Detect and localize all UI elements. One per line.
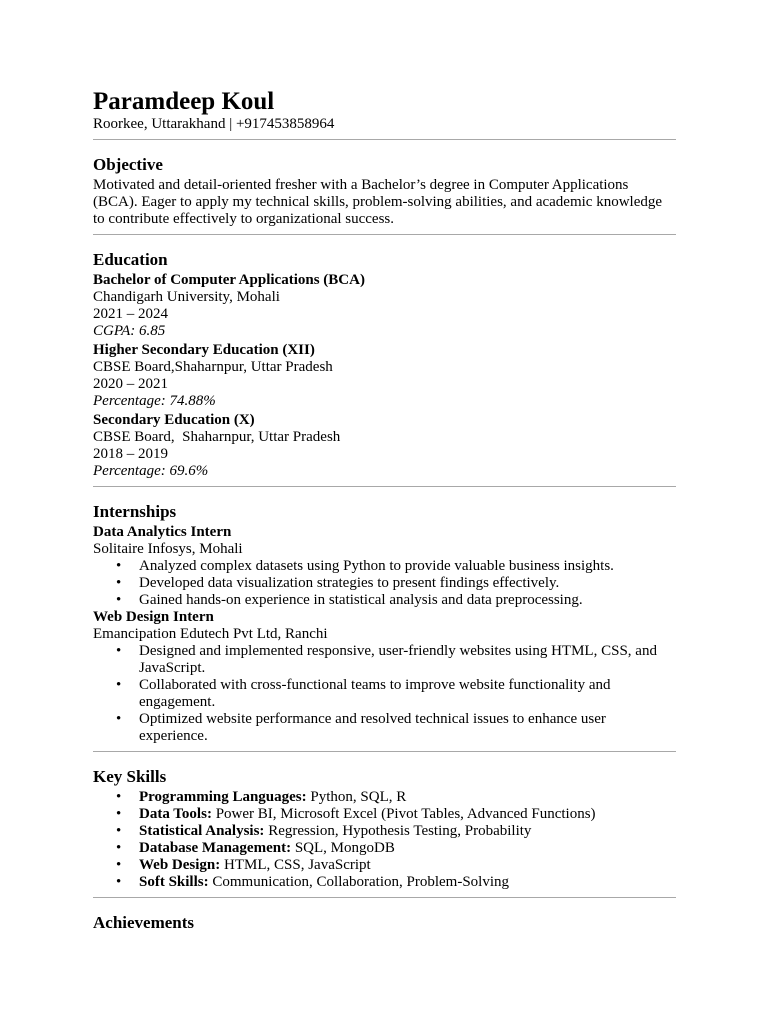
skill-value: SQL, MongoDB bbox=[291, 840, 395, 856]
skill-value: Communication, Collaboration, Problem-Solving bbox=[208, 874, 510, 890]
education-entry bbox=[93, 272, 676, 340]
skill-item bbox=[139, 806, 676, 823]
section-heading-key-skills: Key Skills bbox=[93, 767, 167, 786]
divider bbox=[93, 897, 676, 898]
section-heading-objective: Objective bbox=[93, 155, 163, 174]
internship-points bbox=[93, 558, 676, 609]
skill-value: HTML, CSS, JavaScript bbox=[220, 857, 371, 873]
section-heading-achievements: Achievements bbox=[93, 913, 195, 932]
skill-item bbox=[139, 874, 676, 891]
skill-item bbox=[139, 840, 676, 857]
education-years: 2020 – 2021 bbox=[93, 376, 168, 392]
skill-value: Python, SQL, R bbox=[306, 789, 407, 805]
divider bbox=[93, 751, 676, 752]
skill-item bbox=[139, 789, 676, 806]
skills-list bbox=[93, 789, 676, 891]
education-entry bbox=[93, 412, 676, 480]
skill-label: Programming Languages: bbox=[139, 789, 307, 805]
list-item: • Collaborated with cross-functional teams to improve website functionality and engagement. bbox=[139, 677, 676, 711]
section-heading-internships: Internships bbox=[93, 502, 177, 521]
internship-entry bbox=[93, 524, 676, 609]
section-heading-education: Education bbox=[93, 250, 168, 269]
skill-item bbox=[139, 857, 676, 874]
list-item: • Gained hands-on experience in statistical analysis and data preprocessing. bbox=[139, 592, 676, 609]
list-item: • Analyzed complex datasets using Python to provide valuable business insights. bbox=[139, 558, 676, 575]
list-item: • Developed data visualization strategies to present findings effectively. bbox=[139, 575, 676, 592]
list-item: • Optimized website performance and resolved technical issues to enhance user experience. bbox=[139, 711, 676, 745]
resume-content bbox=[93, 88, 676, 935]
education-years: 2018 – 2019 bbox=[93, 446, 168, 462]
skill-label: Soft Skills: bbox=[139, 874, 209, 890]
education-score: CGPA: 6.85 bbox=[93, 323, 166, 339]
skill-value: Power BI, Microsoft Excel (Pivot Tables, Advanced Functions) bbox=[211, 806, 596, 822]
skill-item bbox=[139, 823, 676, 840]
education-score: Percentage: 74.88% bbox=[93, 393, 216, 409]
education-score: Percentage: 69.6% bbox=[93, 463, 209, 479]
education-institution: CBSE Board, Shaharnpur, Uttar Pradesh bbox=[93, 429, 341, 445]
education-years: 2021 – 2024 bbox=[93, 306, 168, 322]
education-institution: CBSE Board,Shaharnpur, Uttar Pradesh bbox=[93, 359, 333, 375]
internship-entry bbox=[93, 609, 676, 745]
education-institution: Chandigarh University, Mohali bbox=[93, 289, 280, 305]
skill-label: Database Management: bbox=[139, 840, 292, 856]
divider bbox=[93, 486, 676, 487]
objective-text: Motivated and detail-oriented fresher with a Bachelor’s degree in Computer Applications (BCA). Eager to apply my technical skills, problem-solving abilities, and academic knowledge to contribute effectively to organizational success. bbox=[93, 177, 663, 227]
skill-value: Regression, Hypothesis Testing, Probability bbox=[264, 823, 532, 839]
internship-points bbox=[93, 643, 676, 745]
skill-label: Statistical Analysis: bbox=[139, 823, 265, 839]
contact-line: Roorkee, Uttarakhand | +917453858964 bbox=[93, 116, 335, 132]
internship-company: Emancipation Edutech Pvt Ltd, Ranchi bbox=[93, 626, 328, 642]
skill-label: Web Design: bbox=[139, 857, 221, 873]
internship-role: Data Analytics Intern bbox=[93, 524, 232, 540]
skill-label: Data Tools: bbox=[139, 806, 212, 822]
education-entry bbox=[93, 342, 676, 410]
education-degree: Higher Secondary Education (XII) bbox=[93, 342, 315, 358]
education-degree: Bachelor of Computer Applications (BCA) bbox=[93, 272, 365, 288]
internship-company: Solitaire Infosys, Mohali bbox=[93, 541, 243, 557]
divider bbox=[93, 234, 676, 235]
divider bbox=[93, 139, 676, 140]
candidate-name: Paramdeep Koul bbox=[93, 88, 275, 115]
education-degree: Secondary Education (X) bbox=[93, 412, 255, 428]
list-item: • Designed and implemented responsive, user-friendly websites using HTML, CSS, and JavaScript. bbox=[139, 643, 676, 677]
internship-role: Web Design Intern bbox=[93, 609, 214, 625]
